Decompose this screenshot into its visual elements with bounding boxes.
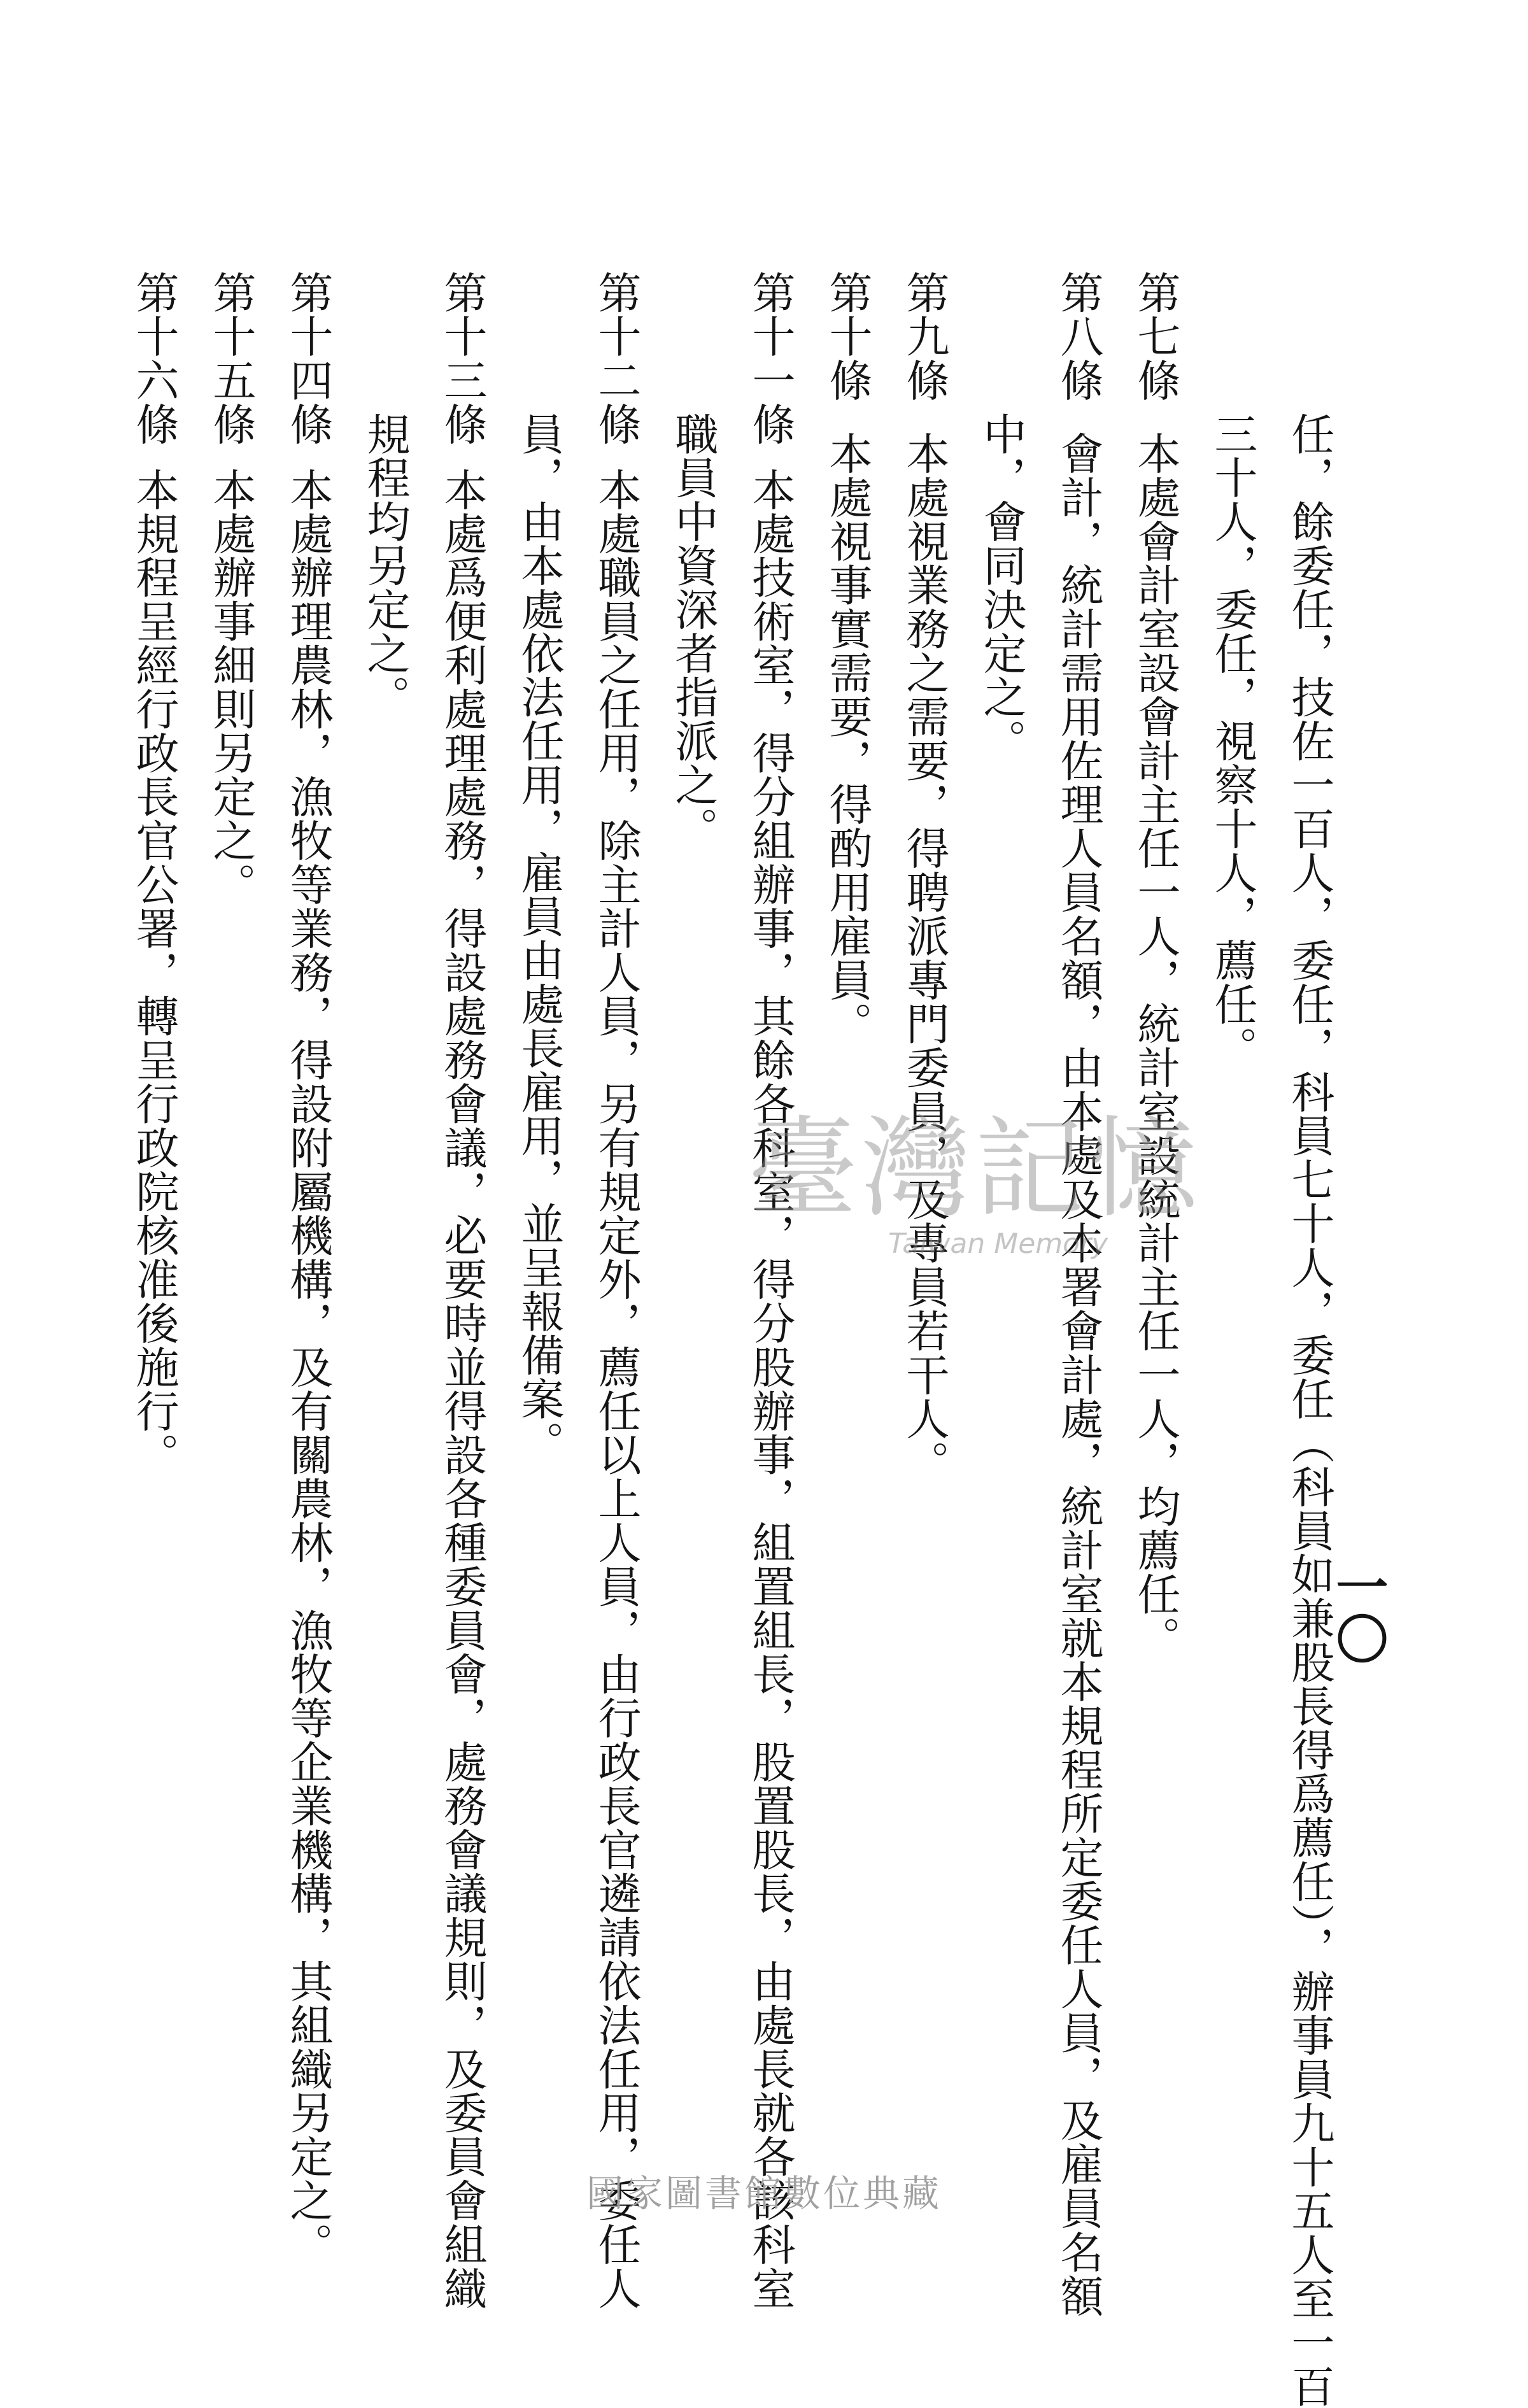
continuation-line <box>637 271 718 2053</box>
watermark-logo: 臺灣記憶 <box>748 1105 1201 1233</box>
article-heading: 第九條 <box>899 271 949 402</box>
article-line <box>1022 271 1103 2318</box>
article-line <box>252 271 333 2267</box>
article-line <box>868 271 949 2053</box>
article-text: 本規程呈經行政長官公署，轉呈行政院核准後施行。 <box>129 467 179 1477</box>
article-text: 本處爲便利處理處務，得設處務會議，必要時並得設各種委員會，處務會議規則，及委員會組織 <box>437 467 487 2311</box>
article-heading: 第十四條 <box>283 271 333 446</box>
article-line <box>98 271 179 2053</box>
article-heading: 第十一條 <box>745 271 795 446</box>
page-number: 一〇 <box>1327 1560 1389 1664</box>
continuation-line <box>483 271 564 2053</box>
article-text: 本處辦事細則另定之。 <box>206 467 256 907</box>
article-heading: 第七條 <box>1130 271 1180 402</box>
article-heading: 第十條 <box>822 271 872 402</box>
continuation-line <box>1254 271 1334 2408</box>
article-heading: 第十二條 <box>591 271 641 446</box>
article-text: 本處技術室，得分組辦事，其餘各科室，得分股辦事，組置組長，股置股長，由處長就各該科室 <box>745 467 795 2311</box>
article-heading: 第十六條 <box>129 271 179 446</box>
article-line <box>791 271 872 2053</box>
article-line <box>175 271 256 2053</box>
article-text: 中，會同決定之。 <box>976 412 1026 763</box>
article-heading: 第八條 <box>1053 271 1103 402</box>
library-footer: 國家圖書館數位典藏 <box>586 2172 942 2215</box>
continuation-line <box>329 271 410 2053</box>
article-line <box>406 271 487 2311</box>
article-text: 員，由本處依法任用，雇員由處長雇用，並呈報備案。 <box>514 412 564 1465</box>
article-text: 本處職員之任用，除主計人員，另有規定外，薦任以上人員，由行政長官遴請依法任用，委任人 <box>591 467 641 2311</box>
watermark-english: Taiwan Memory <box>888 1228 1108 1260</box>
article-line <box>1100 271 1180 2053</box>
continuation-line <box>1177 271 1257 2053</box>
article-text: 本處視事實需要，得酌用雇員。 <box>822 431 872 1046</box>
article-heading: 第十三條 <box>437 271 487 446</box>
article-text: 本處辦理農林，漁牧等業務，得設附屬機構，及有關農林，漁牧等企業機構，其組織另定之。 <box>283 467 333 2267</box>
article-text: 規程均另定之。 <box>360 412 410 719</box>
article-line <box>714 271 795 2311</box>
article-text: 本處視業務之需要，得聘派專門委員，及專員若干人。 <box>899 431 949 1485</box>
article-text: 三十人，委任，視察十人，薦任。 <box>1207 412 1257 1070</box>
article-text: 本處會計室設會計主任一人，統計室設統計主任一人，均薦任。 <box>1130 431 1180 1660</box>
article-text: 任，餘委任，技佐一百人，委任，科員七十人，委任（科員如兼股長得爲薦任），辦事員九十五人至一百 <box>1284 412 1334 2408</box>
article-line <box>560 271 641 2311</box>
article-text: 會計，統計需用佐理人員名額，由本處及本署會計處，統計室就本規程所定委任人員，及雇員名額 <box>1053 431 1103 2318</box>
article-heading: 第十五條 <box>206 271 256 446</box>
continuation-line <box>945 271 1026 2053</box>
article-text: 職員中資深者指派之。 <box>668 412 718 851</box>
